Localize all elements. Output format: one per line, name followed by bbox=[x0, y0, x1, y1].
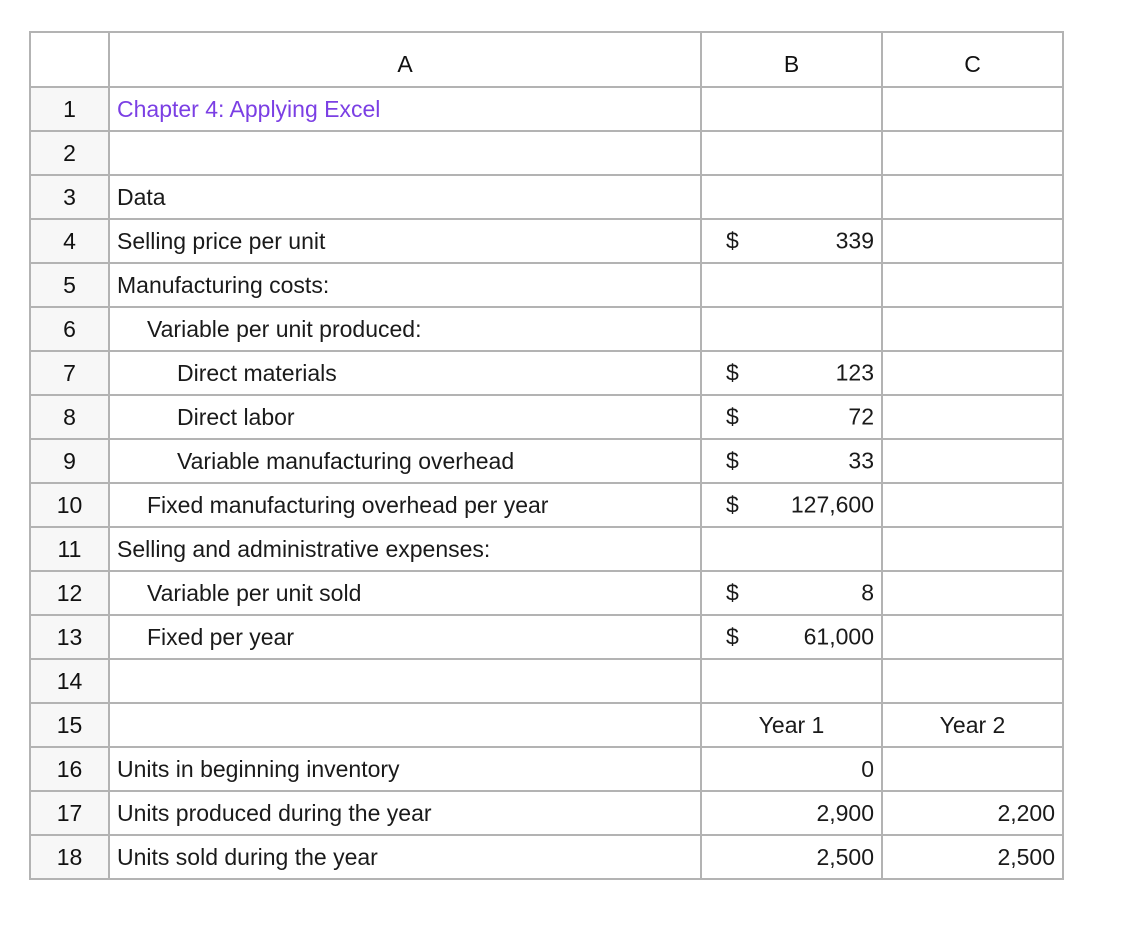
cell-a8[interactable]: Direct labor bbox=[109, 395, 701, 439]
row-header[interactable]: 1 bbox=[30, 87, 109, 131]
currency-symbol: $ bbox=[726, 447, 739, 474]
column-header-c[interactable]: C bbox=[882, 32, 1063, 87]
cell-c11[interactable] bbox=[882, 527, 1063, 571]
cell-a4[interactable]: Selling price per unit bbox=[109, 219, 701, 263]
row-header[interactable]: 8 bbox=[30, 395, 109, 439]
cell-b11[interactable] bbox=[701, 527, 882, 571]
cell-c6[interactable] bbox=[882, 307, 1063, 351]
cell-c16[interactable] bbox=[882, 747, 1063, 791]
column-header-row bbox=[30, 32, 1063, 87]
cell-b3[interactable] bbox=[701, 175, 882, 219]
cell-a12[interactable]: Variable per unit sold bbox=[109, 571, 701, 615]
select-all-corner[interactable] bbox=[30, 32, 109, 87]
row-header[interactable]: 4 bbox=[30, 219, 109, 263]
row-4 bbox=[30, 219, 1063, 263]
row-10 bbox=[30, 483, 1063, 527]
column-header-a[interactable]: A bbox=[109, 32, 701, 87]
cell-b13[interactable] bbox=[701, 615, 882, 659]
cell-c14[interactable] bbox=[882, 659, 1063, 703]
cell-value: 72 bbox=[848, 403, 874, 430]
cell-c15-year-2[interactable]: Year 2 bbox=[882, 703, 1063, 747]
column-header-b[interactable]: B bbox=[701, 32, 882, 87]
row-header[interactable]: 2 bbox=[30, 131, 109, 175]
cell-a16[interactable]: Units in beginning inventory bbox=[109, 747, 701, 791]
row-1 bbox=[30, 87, 1063, 131]
cell-c5[interactable] bbox=[882, 263, 1063, 307]
row-9 bbox=[30, 439, 1063, 483]
cell-a18[interactable]: Units sold during the year bbox=[109, 835, 701, 879]
row-7 bbox=[30, 351, 1063, 395]
row-3 bbox=[30, 175, 1063, 219]
cell-b7[interactable] bbox=[701, 351, 882, 395]
cell-c7[interactable] bbox=[882, 351, 1063, 395]
cell-a17[interactable]: Units produced during the year bbox=[109, 791, 701, 835]
cell-c2[interactable] bbox=[882, 131, 1063, 175]
row-12 bbox=[30, 571, 1063, 615]
cell-c3[interactable] bbox=[882, 175, 1063, 219]
row-header[interactable]: 12 bbox=[30, 571, 109, 615]
cell-b5[interactable] bbox=[701, 263, 882, 307]
cell-a7[interactable]: Direct materials bbox=[109, 351, 701, 395]
row-header[interactable]: 7 bbox=[30, 351, 109, 395]
cell-c9[interactable] bbox=[882, 439, 1063, 483]
cell-value: 61,000 bbox=[803, 623, 874, 650]
cell-b8[interactable] bbox=[701, 395, 882, 439]
cell-c1[interactable] bbox=[882, 87, 1063, 131]
row-8 bbox=[30, 395, 1063, 439]
currency-symbol: $ bbox=[726, 359, 739, 386]
row-header[interactable]: 10 bbox=[30, 483, 109, 527]
row-14 bbox=[30, 659, 1063, 703]
currency-symbol: $ bbox=[726, 623, 739, 650]
cell-a1[interactable]: Chapter 4: Applying Excel bbox=[109, 87, 701, 131]
cell-a3[interactable]: Data bbox=[109, 175, 701, 219]
cell-value: 123 bbox=[835, 359, 874, 386]
cell-c17[interactable]: 2,200 bbox=[882, 791, 1063, 835]
row-header[interactable]: 5 bbox=[30, 263, 109, 307]
cell-a14[interactable] bbox=[109, 659, 701, 703]
row-11 bbox=[30, 527, 1063, 571]
row-header[interactable]: 16 bbox=[30, 747, 109, 791]
currency-symbol: $ bbox=[726, 579, 739, 606]
cell-b14[interactable] bbox=[701, 659, 882, 703]
row-header[interactable]: 14 bbox=[30, 659, 109, 703]
cell-a2[interactable] bbox=[109, 131, 701, 175]
cell-b17[interactable]: 2,900 bbox=[701, 791, 882, 835]
row-header[interactable]: 13 bbox=[30, 615, 109, 659]
row-header[interactable]: 15 bbox=[30, 703, 109, 747]
cell-b15-year-1[interactable]: Year 1 bbox=[701, 703, 882, 747]
row-15 bbox=[30, 703, 1063, 747]
cell-c12[interactable] bbox=[882, 571, 1063, 615]
cell-a9[interactable]: Variable manufacturing overhead bbox=[109, 439, 701, 483]
cell-b2[interactable] bbox=[701, 131, 882, 175]
cell-a11[interactable]: Selling and administrative expenses: bbox=[109, 527, 701, 571]
cell-b9[interactable] bbox=[701, 439, 882, 483]
row-header[interactable]: 18 bbox=[30, 835, 109, 879]
cell-c18[interactable]: 2,500 bbox=[882, 835, 1063, 879]
row-header[interactable]: 3 bbox=[30, 175, 109, 219]
row-13 bbox=[30, 615, 1063, 659]
cell-b10[interactable] bbox=[701, 483, 882, 527]
cell-c8[interactable] bbox=[882, 395, 1063, 439]
cell-a5[interactable]: Manufacturing costs: bbox=[109, 263, 701, 307]
row-6 bbox=[30, 307, 1063, 351]
row-17 bbox=[30, 791, 1063, 835]
row-header[interactable]: 6 bbox=[30, 307, 109, 351]
currency-symbol: $ bbox=[726, 491, 739, 518]
row-header[interactable]: 9 bbox=[30, 439, 109, 483]
row-5 bbox=[30, 263, 1063, 307]
cell-value: 8 bbox=[861, 579, 874, 606]
cell-a6[interactable]: Variable per unit produced: bbox=[109, 307, 701, 351]
cell-c4[interactable] bbox=[882, 219, 1063, 263]
cell-a13[interactable]: Fixed per year bbox=[109, 615, 701, 659]
cell-b18[interactable]: 2,500 bbox=[701, 835, 882, 879]
row-header[interactable]: 11 bbox=[30, 527, 109, 571]
cell-c13[interactable] bbox=[882, 615, 1063, 659]
cell-c10[interactable] bbox=[882, 483, 1063, 527]
row-header[interactable]: 17 bbox=[30, 791, 109, 835]
cell-value: 339 bbox=[835, 227, 874, 254]
currency-symbol: $ bbox=[726, 403, 739, 430]
cell-b6[interactable] bbox=[701, 307, 882, 351]
cell-b16[interactable]: 0 bbox=[701, 747, 882, 791]
row-16 bbox=[30, 747, 1063, 791]
cell-b12[interactable] bbox=[701, 571, 882, 615]
cell-b1[interactable] bbox=[701, 87, 882, 131]
cell-value: 127,600 bbox=[790, 491, 874, 518]
cell-value: 33 bbox=[848, 447, 874, 474]
row-18 bbox=[30, 835, 1063, 879]
cell-a10[interactable]: Fixed manufacturing overhead per year bbox=[109, 483, 701, 527]
spreadsheet-grid bbox=[29, 31, 1064, 880]
row-2 bbox=[30, 131, 1063, 175]
currency-symbol: $ bbox=[726, 227, 739, 254]
cell-a15[interactable] bbox=[109, 703, 701, 747]
cell-b4[interactable] bbox=[701, 219, 882, 263]
